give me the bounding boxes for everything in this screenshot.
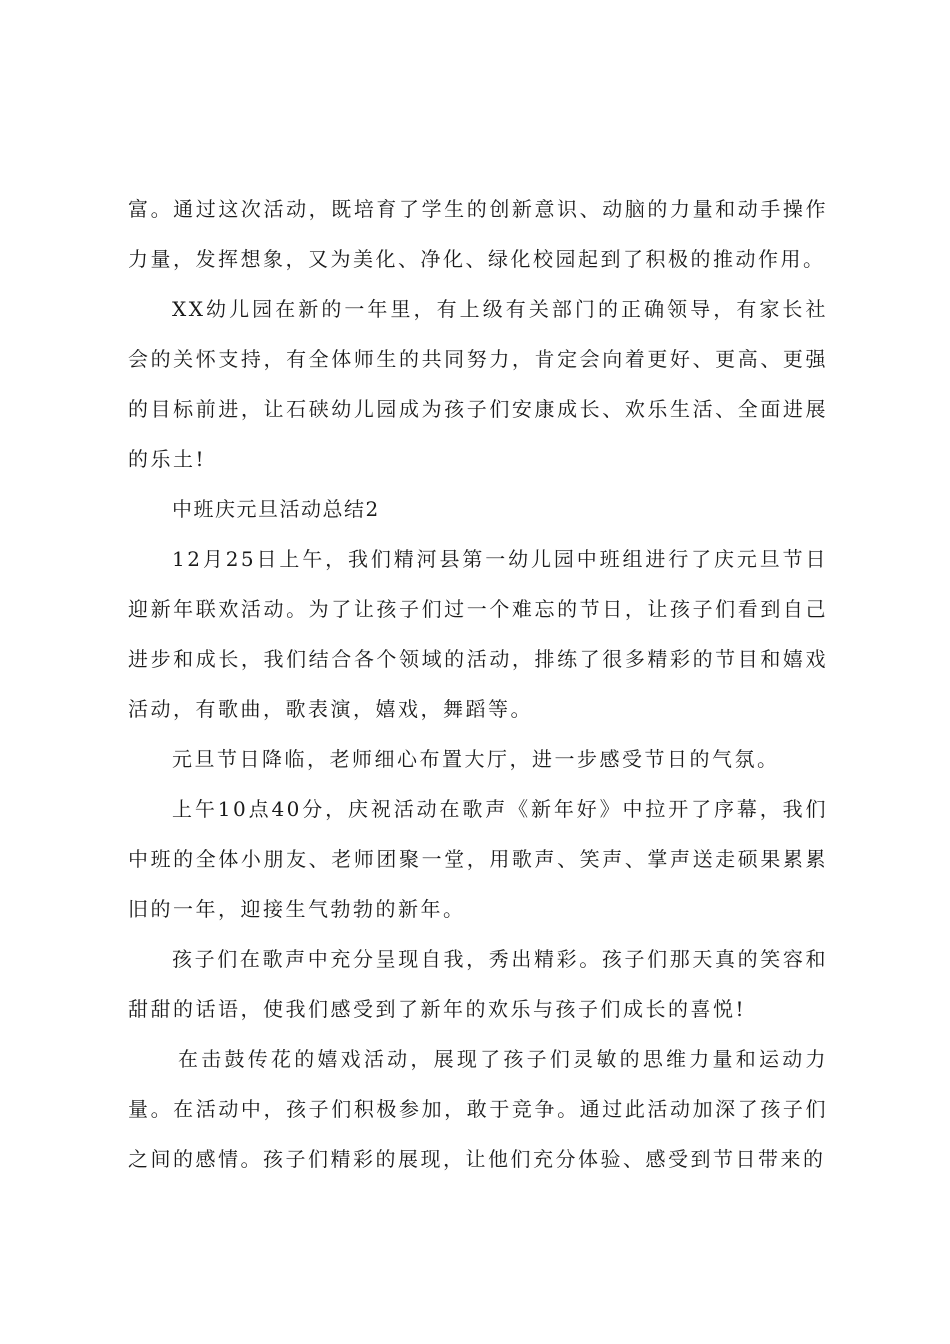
paragraph-hall-decoration: 元旦节日降临，老师细心布置大厅，进一步感受节日的气氛。 bbox=[172, 747, 780, 771]
paragraph-children-performance: 孩子们在歌声中充分呈现自我，秀出精彩。孩子们那天真的笑容和甜甜的话语，使我们感受到了新年的欢乐与孩子们成长的喜悦! bbox=[128, 947, 828, 1021]
section-heading: 中班庆元旦活动总结2 bbox=[172, 497, 380, 521]
paragraph-continuation: 富。通过这次活动，既培育了学生的创新意识、动脑的力量和动手操作力量，发挥想象，又为美化、净化、绿化校园起到了积极的推动作用。 bbox=[128, 197, 828, 271]
document-body bbox=[128, 184, 828, 1184]
paragraph-game-activity: 在击鼓传花的嬉戏活动，展现了孩子们灵敏的思维力量和运动力量。在活动中，孩子们积极参加，敢于竞争。通过此活动加深了孩子们之间的感情。孩子们精彩的展现，让他们充分体验、感受到节日带来的 bbox=[128, 1047, 828, 1171]
paragraph-event-intro: 12月25日上午，我们精河县第一幼儿园中班组进行了庆元旦节日迎新年联欢活动。为了让孩子们过一个难忘的节日，让孩子们看到自己进步和成长，我们结合各个领域的活动，排练了很多精彩的节目和嬉戏活动，有歌曲，歌表演，嬉戏，舞蹈等。 bbox=[128, 547, 828, 721]
paragraph-kindergarten-outlook: XX幼儿园在新的一年里，有上级有关部门的正确领导，有家长社会的关怀支持，有全体师生的共同努力，肯定会向着更好、更高、更强的目标前进，让石硖幼儿园成为孩子们安康成长、欢乐生活、全面进展的乐土! bbox=[128, 297, 828, 471]
paragraph-opening: 上午10点40分，庆祝活动在歌声《新年好》中拉开了序幕，我们中班的全体小朋友、老师团聚一堂，用歌声、笑声、掌声送走硕果累累旧的一年，迎接生气勃勃的新年。 bbox=[128, 797, 828, 921]
